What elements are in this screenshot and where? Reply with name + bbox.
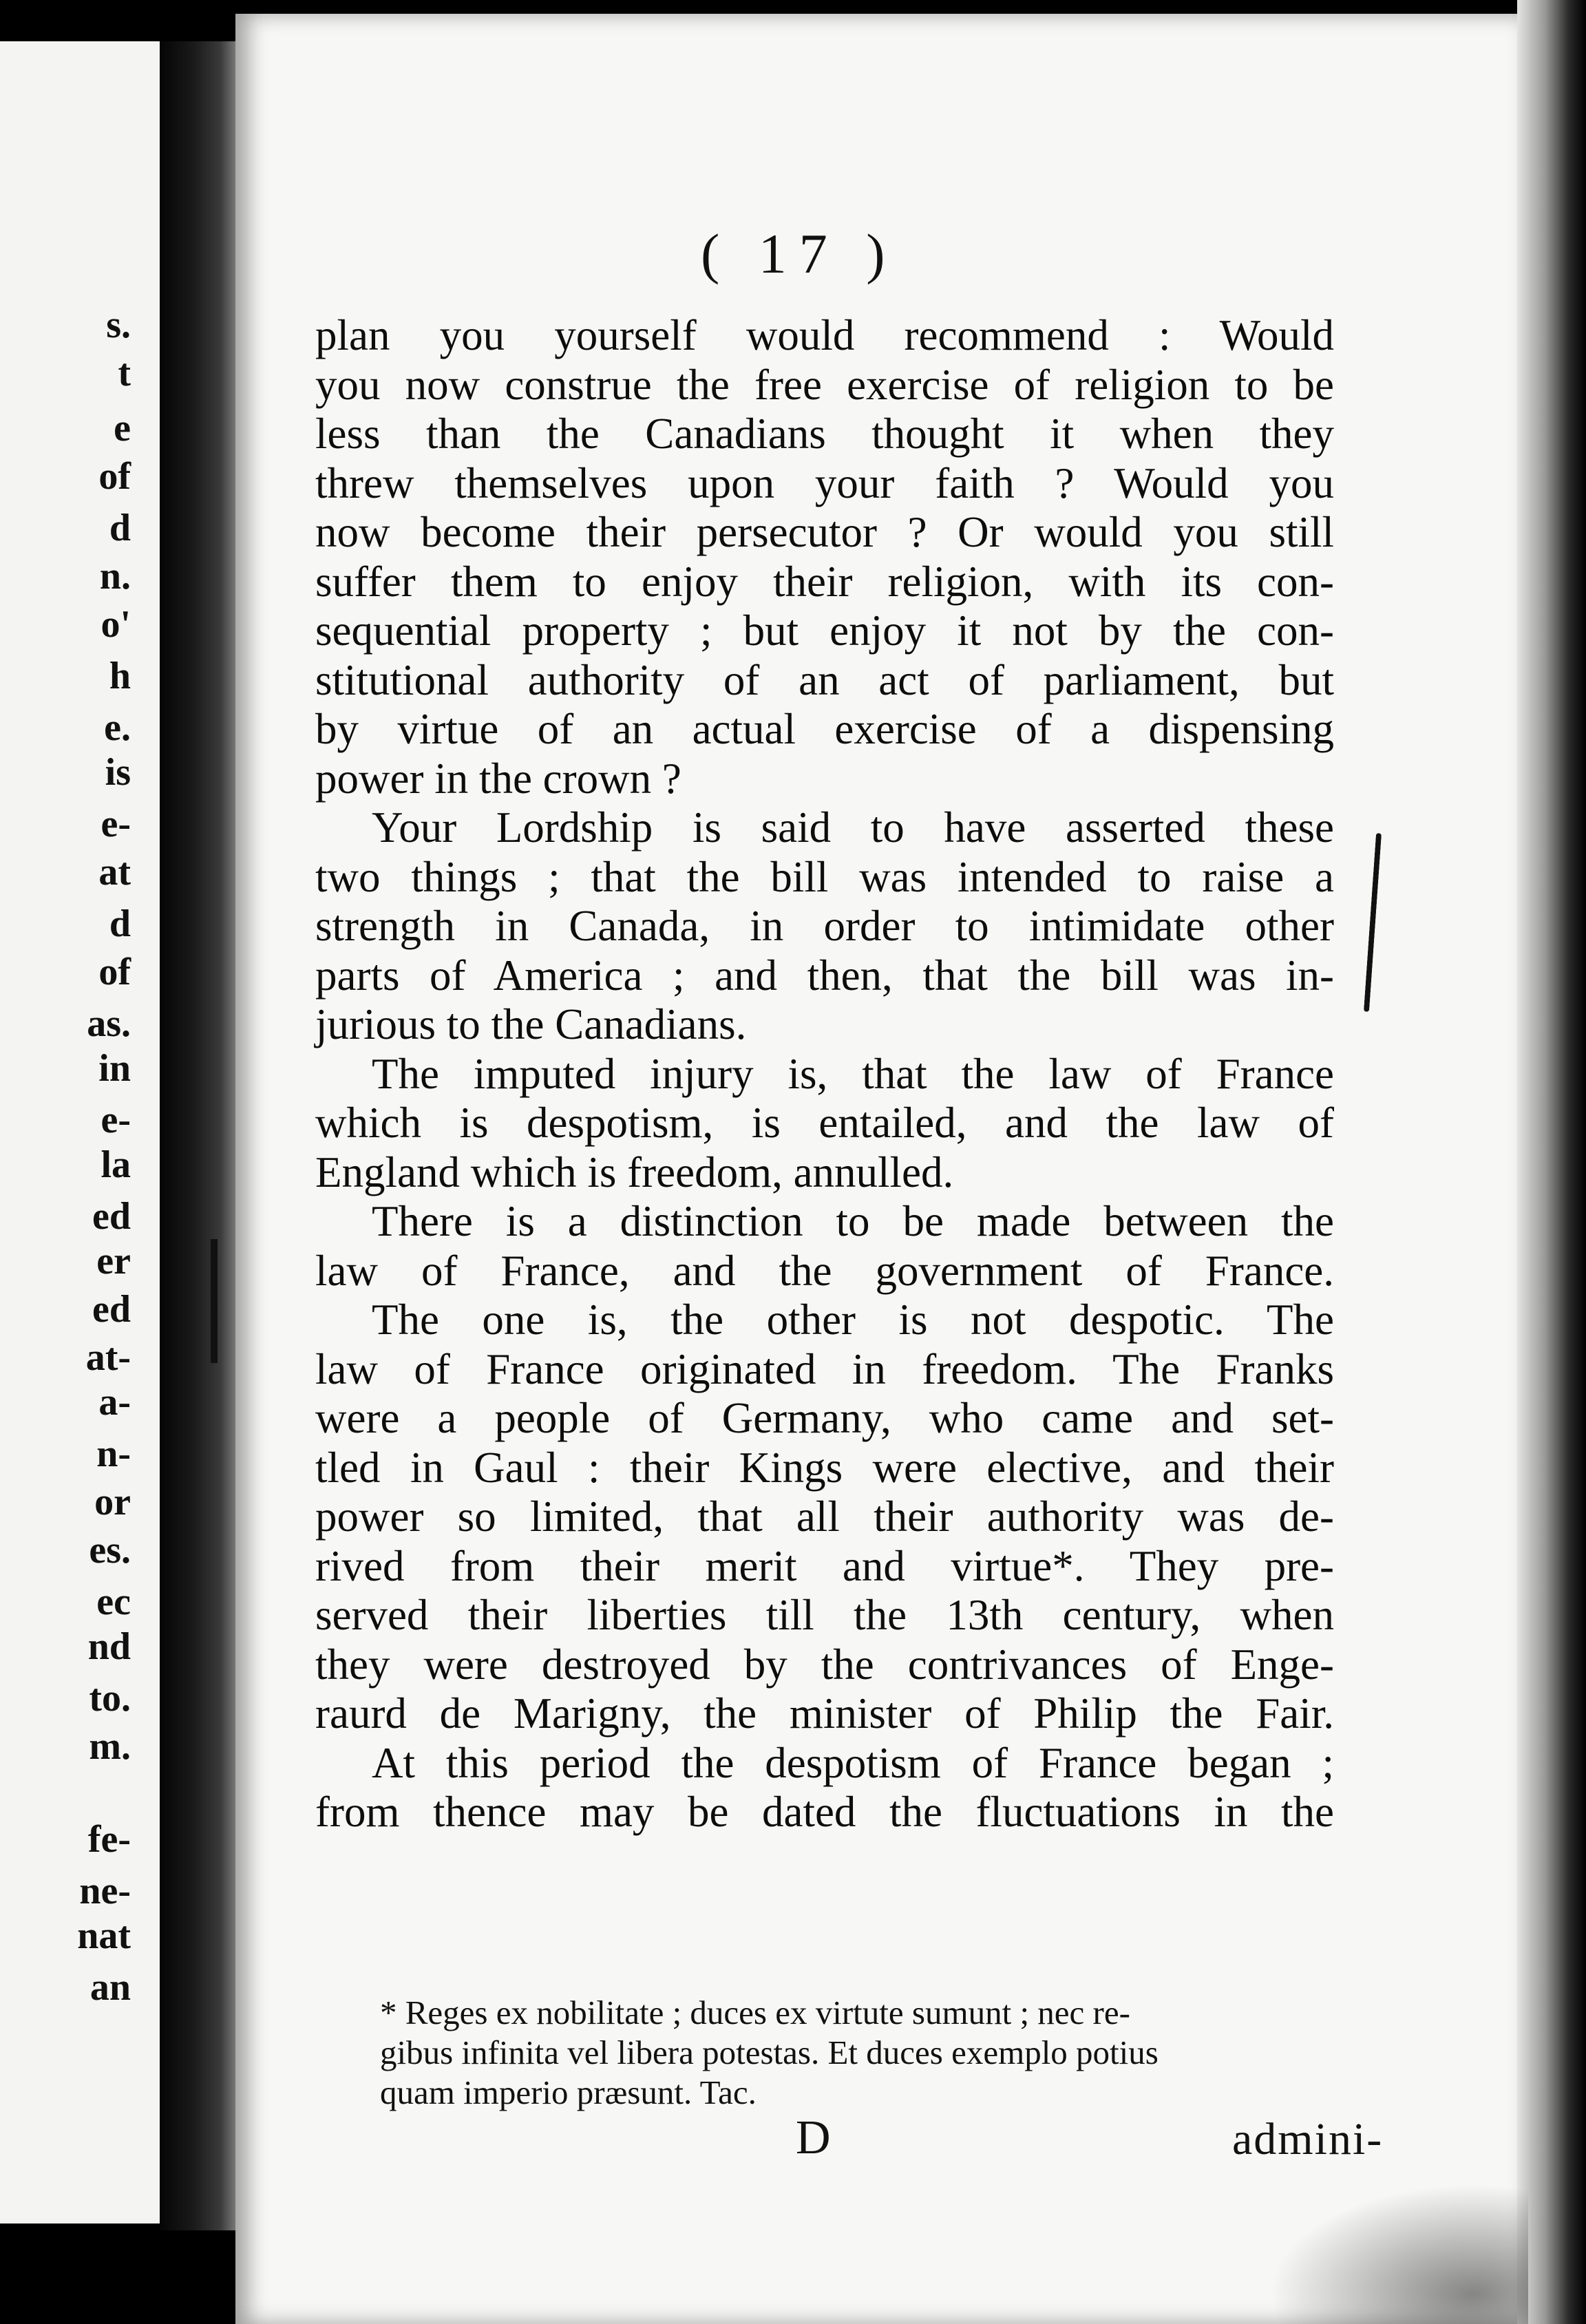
previous-page-fragment: as. [87,1002,131,1045]
text-line: law of France originated in freedom. The Franks [315,1344,1334,1393]
text-line: suffer them to enjoy their religion, with its con- [315,557,1334,606]
paragraph-start: The one is, the other is not despotic. The [372,1296,1334,1344]
previous-page-text-fragments [0,41,160,2223]
book-gutter [160,41,235,2230]
text-line: parts of America ; and then, that the bill was in- [315,951,1334,1000]
text-line: sequential property ; but enjoy it not by the con- [315,606,1334,655]
text-line: you now construe the free exercise of religion to be [315,360,1334,409]
previous-page-fragment: ne- [79,1870,131,1912]
footnote [380,1993,1385,2113]
previous-page-fragment: a- [98,1381,131,1424]
previous-page-fragment: of [98,951,131,993]
previous-page-fragment: e [114,407,131,450]
previous-page-fragment: d [109,507,131,549]
text-line: raurd de Marigny, the minister of Philip the Fair. [315,1689,1334,1737]
previous-page-fragment: nat [77,1914,131,1957]
previous-page-fragment: ed [92,1288,131,1331]
paragraph-start: At this period the despotism of France began ; [372,1738,1334,1787]
text-line: strength in Canada, in order to intimidate other [315,902,1334,950]
previous-page-fragment: of [98,455,131,498]
text-line: plan you yourself would recommend : Would [315,311,1334,359]
text-line: rived from their merit and virtue*. They pre- [315,1541,1334,1590]
previous-page-fragment: or [94,1481,131,1523]
previous-page-fragment: d [109,902,131,945]
paragraph-start: The imputed injury is, that the law of France [372,1049,1334,1098]
text-line: from thence may be dated the fluctuations in the [315,1788,1334,1836]
previous-page-fragment: an [89,1966,131,2009]
text-line: they were destroyed by the contrivances of Enge- [315,1640,1334,1689]
page-number: ( 17 ) [701,222,898,285]
text-line: law of France, and the government of France. [315,1246,1334,1295]
text-line: England which is freedom, annulled. [315,1148,954,1196]
previous-page-edge [0,41,160,2223]
previous-page-fragment: in [98,1047,131,1090]
text-line: served their liberties till the 13th century, when [315,1591,1334,1639]
paragraph-start: There is a distinction to be made between the [372,1197,1334,1245]
text-line: stitutional authority of an act of parliament, but [315,655,1334,704]
previous-page-fragment: e- [101,1099,131,1141]
catchword: admini- [1232,2114,1384,2164]
page-right-edge [1517,0,1586,2324]
text-line: power in the crown ? [315,754,681,803]
paragraph-start: Your Lordship is said to have asserted these [372,803,1334,852]
previous-page-fragment: at- [85,1336,131,1379]
text-line: now become their persecutor ? Or would you still [315,508,1334,556]
signature-mark: D [796,2111,831,2164]
previous-page-fragment: m. [89,1725,131,1768]
text-line: less than the Canadians thought it when they [315,410,1334,458]
text-line: by virtue of an actual exercise of a dispensing [315,705,1334,753]
previous-page-fragment: to. [89,1677,131,1720]
previous-page-fragment: at [98,851,131,894]
previous-page-fragment: e. [104,706,131,749]
previous-page-fragment: ed [92,1195,131,1238]
previous-page-fragment: n- [96,1433,131,1475]
text-line: power so limited, that all their authority was de- [315,1492,1334,1541]
previous-page-fragment: er [96,1240,131,1282]
previous-page-fragment: s. [106,304,131,346]
previous-page-fragment: nd [87,1625,131,1668]
text-line: which is despotism, is entailed, and the law of [315,1099,1334,1147]
footnote-line: quam imperio præsunt. Tac. [380,2073,757,2111]
previous-page-fragment: h [109,655,131,697]
footnote-line: * Reges ex nobilitate ; duces ex virtute sumunt ; nec re- [380,1994,1130,2031]
text-line: tled in Gaul : their Kings were elective, and their [315,1443,1334,1492]
text-line: jurious to the Canadians. [315,1000,747,1048]
text-line: two things ; that the bill was intended to raise a [315,852,1334,901]
body-text [315,311,1334,1837]
previous-page-fragment: is [105,751,131,794]
gutter-ink-mark [211,1239,218,1363]
previous-page-fragment: n. [99,555,131,598]
footnote-line: gibus infinita vel libera potestas. Et duces exemplo potius [380,2034,1159,2071]
text-line: were a people of Germany, who came and set- [315,1394,1334,1442]
previous-page-fragment: es. [89,1529,131,1572]
previous-page-fragment: e- [101,803,131,845]
previous-page-fragment: fe- [87,1818,131,1861]
previous-page-fragment: o' [101,603,131,646]
text-line: threw themselves upon your faith ? Would you [315,458,1334,507]
page-corner-wear [1253,2175,1528,2324]
previous-page-fragment: ec [96,1581,131,1623]
previous-page-fragment: t [118,352,131,394]
previous-page-fragment: la [101,1143,131,1186]
